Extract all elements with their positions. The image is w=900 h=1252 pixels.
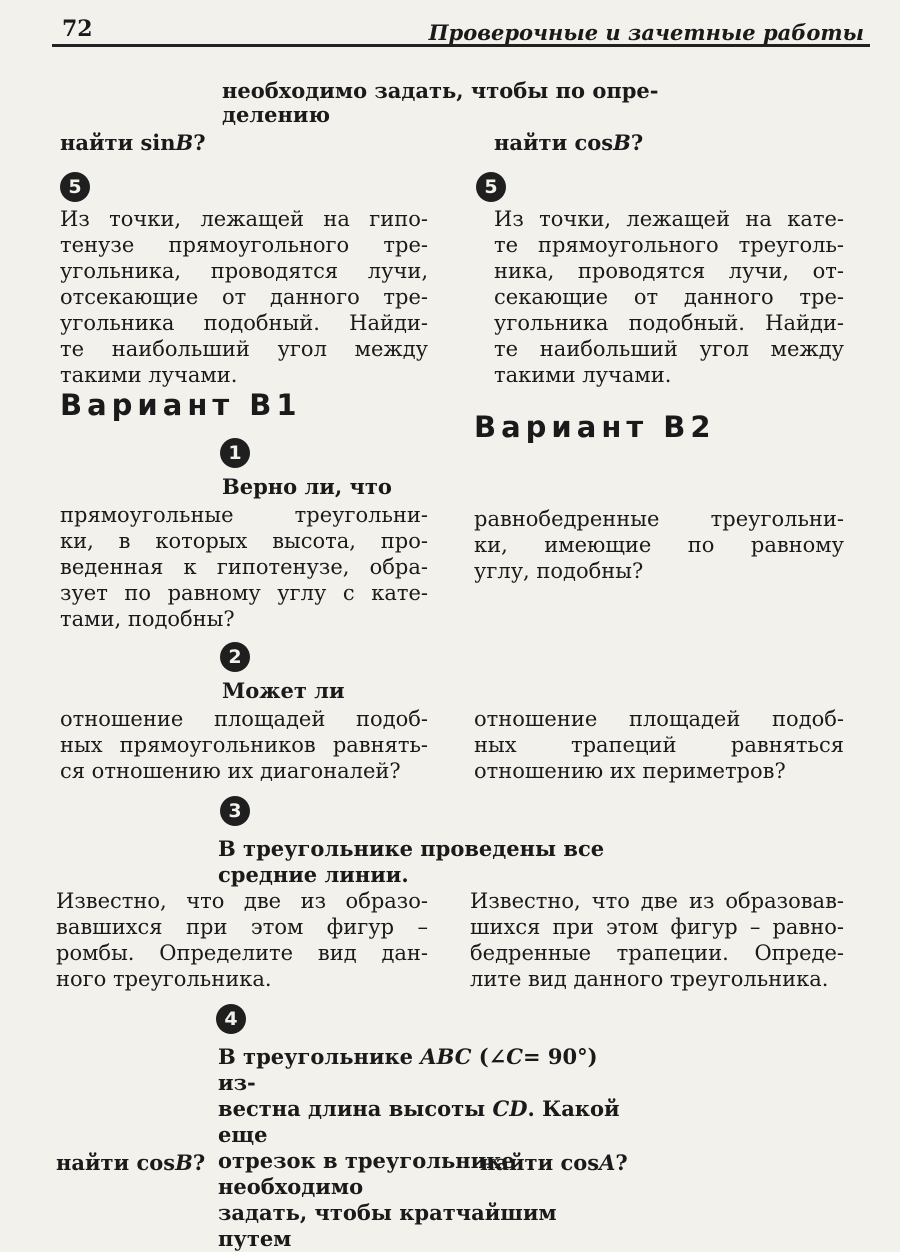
task-3-shared-stem: В треугольнике проведены все средние линии. <box>218 836 605 887</box>
running-title: Проверочные и зачетные работы <box>428 20 864 45</box>
task-3-right-text: Известно, что две из образовав- шихся при этом фигур – равно- бедренные трапеции. Опреде- лите вид данного треугольника. <box>470 889 844 991</box>
task-2-right-text: отношение площадей подоб- ных трапеций равняться отношению их периметров? <box>474 707 844 783</box>
task-4-right-answer: найти cosA? <box>480 1150 628 1175</box>
shared-continuation-line: делению <box>222 102 331 127</box>
variant-b2-heading: Вариант В2 <box>474 410 716 444</box>
task-5-number-badge: 5 <box>476 172 506 202</box>
task-3-number-badge: 3 <box>220 796 250 826</box>
right-answer-line: найти cosB? <box>494 130 644 155</box>
task-3-left-text: Известно, что две из образо- вавшихся при этом фигур – ромбы. Определите вид дан- ного треугольника. <box>56 889 428 991</box>
task-4-shared-stem: В треугольнике ABC (∠C= 90°) из- вестна длина высоты CD. Какой еще отрезок в треугольнике необходимо задать, чтобы кратчайшим путем <box>218 1044 620 1251</box>
task-2-number-badge: 2 <box>220 642 250 672</box>
task-2-shared-stem: Может ли <box>222 678 345 703</box>
variant-b1-heading: Вариант В1 <box>60 388 302 422</box>
task-2-left-text: отношение площадей подоб- ных прямоугольников равнять- ся отношению их диагоналей? <box>60 707 428 783</box>
task-5-left-text: Из точки, лежащей на гипо- тенузе прямоугольного тре- угольника, проводятся лучи, отсекающие от данного тре- угольника подобный. Найди- те наибольший угол между такими лучами. <box>60 207 428 387</box>
task-4-left-answer: найти cosB? <box>56 1150 206 1175</box>
task-5-right-text: Из точки, лежащей на кате- те прямоугольного треуголь- ника, проводятся лучи, от- секающие от данного тре- угольника подобный. Найди- те наибольший угол между такими лучами. <box>494 207 844 387</box>
left-answer-line: найти sinB? <box>60 130 206 155</box>
task-1-right-text: равнобедренные треугольни- ки, имеющие по равному углу, подобны? <box>474 507 844 583</box>
shared-continuation-line: необходимо задать, чтобы по опре- <box>222 78 659 103</box>
task-4-number-badge: 4 <box>216 1004 246 1034</box>
task-1-number-badge: 1 <box>220 438 250 468</box>
task-1-left-text: прямоугольные треугольни- ки, в которых высота, про- веденная к гипотенузе, обра- зует по равному углу с кате- тами, подобны? <box>60 503 428 631</box>
task-1-shared-stem: Верно ли, что <box>222 474 392 499</box>
page-number: 72 <box>62 16 93 42</box>
task-5-number-badge: 5 <box>60 172 90 202</box>
header-rule <box>52 44 870 47</box>
